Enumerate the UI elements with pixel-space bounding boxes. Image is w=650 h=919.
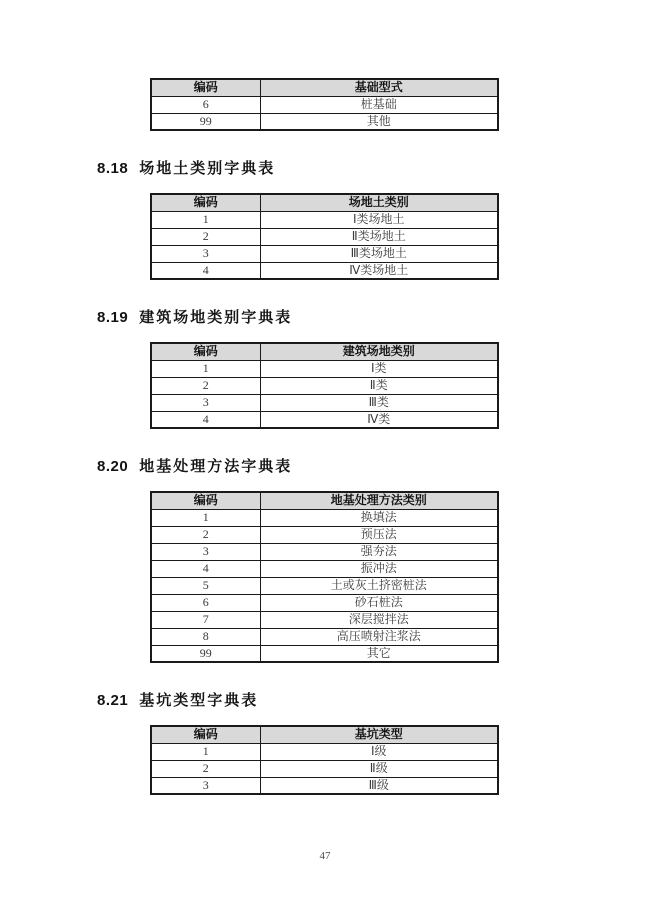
dict-table [150, 491, 499, 663]
dict-table [150, 725, 499, 795]
section-heading [97, 691, 650, 711]
value-cell: Ⅳ类场地土 [260, 262, 498, 279]
code-cell: 3 [151, 394, 260, 411]
code-cell: 1 [151, 743, 260, 760]
value-cell: Ⅰ类场地土 [260, 211, 498, 228]
code-cell: 8 [151, 628, 260, 645]
section-title: 建筑场地类别字典表 [139, 309, 293, 326]
code-cell: 2 [151, 526, 260, 543]
code-cell: 6 [151, 96, 260, 113]
code-cell: 5 [151, 577, 260, 594]
value-cell: 强夯法 [260, 543, 498, 560]
table-row [151, 394, 498, 411]
table-header-row [151, 79, 498, 96]
table-row [151, 245, 498, 262]
value-cell: 振冲法 [260, 560, 498, 577]
category-header-cell: 建筑场地类别 [260, 343, 498, 360]
table-row [151, 377, 498, 394]
page-number: 47 [319, 850, 331, 862]
code-cell: 99 [151, 113, 260, 130]
section-number: 8.19 [97, 309, 129, 326]
value-cell: 深层搅拌法 [260, 611, 498, 628]
table-row [151, 543, 498, 560]
value-cell: Ⅲ类场地土 [260, 245, 498, 262]
table-header-row [151, 343, 498, 360]
value-cell: Ⅰ级 [260, 743, 498, 760]
table-header-row [151, 492, 498, 509]
table-row [151, 262, 498, 279]
section-heading [97, 308, 650, 328]
section-number: 8.21 [97, 692, 129, 709]
code-header-cell: 编码 [151, 726, 260, 743]
section-heading [97, 457, 650, 477]
section-heading [97, 159, 650, 179]
table-row [151, 760, 498, 777]
code-cell: 4 [151, 411, 260, 428]
table-row [151, 360, 498, 377]
code-cell: 1 [151, 211, 260, 228]
section-number: 8.20 [97, 458, 129, 475]
table-row [151, 560, 498, 577]
value-cell: 土或灰土挤密桩法 [260, 577, 498, 594]
code-cell: 4 [151, 262, 260, 279]
code-cell: 2 [151, 760, 260, 777]
category-header-cell: 基础型式 [260, 79, 498, 96]
value-cell: 高压喷射注浆法 [260, 628, 498, 645]
value-cell: Ⅰ类 [260, 360, 498, 377]
code-cell: 7 [151, 611, 260, 628]
table-row [151, 577, 498, 594]
value-cell: 砂石桩法 [260, 594, 498, 611]
section-title: 场地土类别字典表 [139, 160, 276, 177]
value-cell: Ⅱ级 [260, 760, 498, 777]
code-cell: 99 [151, 645, 260, 662]
section-title: 基坑类型字典表 [139, 692, 259, 709]
code-cell: 2 [151, 228, 260, 245]
code-cell: 3 [151, 245, 260, 262]
table-row [151, 509, 498, 526]
table-row [151, 526, 498, 543]
code-cell: 3 [151, 543, 260, 560]
sections-container [97, 159, 650, 795]
category-header-cell: 场地土类别 [260, 194, 498, 211]
table-header-row [151, 726, 498, 743]
code-cell: 2 [151, 377, 260, 394]
dict-table [150, 193, 499, 280]
value-cell: Ⅲ级 [260, 777, 498, 794]
table-row [151, 628, 498, 645]
section-title: 地基处理方法字典表 [139, 458, 293, 475]
value-cell: 预压法 [260, 526, 498, 543]
code-cell: 3 [151, 777, 260, 794]
table-row [151, 743, 498, 760]
table-row [151, 96, 498, 113]
code-header-cell: 编码 [151, 343, 260, 360]
code-cell: 1 [151, 360, 260, 377]
value-cell: 桩基础 [260, 96, 498, 113]
foundation-type-table [150, 78, 499, 131]
value-cell: 换填法 [260, 509, 498, 526]
category-header-cell: 地基处理方法类别 [260, 492, 498, 509]
code-header-cell: 编码 [151, 79, 260, 96]
value-cell: Ⅳ类 [260, 411, 498, 428]
value-cell: Ⅱ类 [260, 377, 498, 394]
section-number: 8.18 [97, 160, 129, 177]
table-header-row [151, 194, 498, 211]
code-cell: 6 [151, 594, 260, 611]
value-cell: 其它 [260, 645, 498, 662]
table-row [151, 411, 498, 428]
code-cell: 1 [151, 509, 260, 526]
category-header-cell: 基坑类型 [260, 726, 498, 743]
table-row [151, 594, 498, 611]
value-cell: Ⅲ类 [260, 394, 498, 411]
code-header-cell: 编码 [151, 194, 260, 211]
table-row [151, 645, 498, 662]
table-row [151, 777, 498, 794]
code-header-cell: 编码 [151, 492, 260, 509]
table-row [151, 611, 498, 628]
table-row [151, 113, 498, 130]
dict-table [150, 342, 499, 429]
value-cell: 其他 [260, 113, 498, 130]
table-row [151, 228, 498, 245]
table-row [151, 211, 498, 228]
value-cell: Ⅱ类场地土 [260, 228, 498, 245]
code-cell: 4 [151, 560, 260, 577]
